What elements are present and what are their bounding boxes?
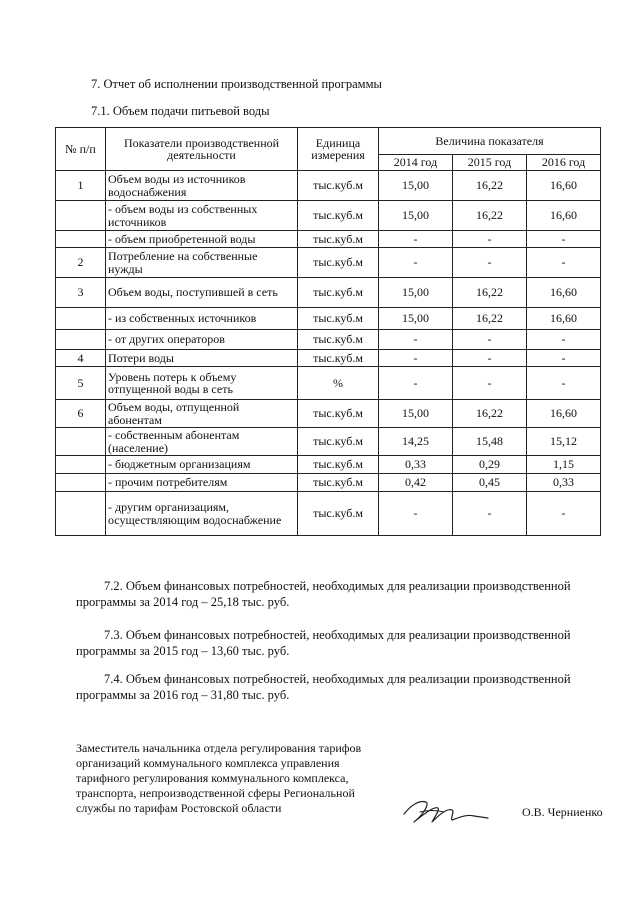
table-row [56, 350, 601, 367]
row-name: Уровень потерь к объему отпущенной воды в сеть [106, 367, 298, 400]
row-value-2014: - [379, 248, 453, 278]
row-unit: тыс.куб.м [298, 231, 379, 248]
table-row [56, 201, 601, 231]
row-value-2015: - [453, 350, 527, 367]
row-value-2015: 15,48 [453, 428, 527, 456]
row-name: - собственным абонентам (население) [106, 428, 298, 456]
row-value-2016: - [527, 231, 601, 248]
row-no: 5 [56, 367, 106, 400]
row-value-2016: - [527, 248, 601, 278]
row-value-2016: 1,15 [527, 456, 601, 474]
table-row [56, 428, 601, 456]
table-row [56, 171, 601, 201]
row-unit: тыс.куб.м [298, 330, 379, 350]
row-value-2014: - [379, 231, 453, 248]
header-year-2016: 2016 год [527, 155, 601, 171]
row-name: Объем воды из источников водоснабжения [106, 171, 298, 201]
row-value-2014: 15,00 [379, 278, 453, 308]
row-value-2016: - [527, 330, 601, 350]
table-row [56, 278, 601, 308]
row-unit: тыс.куб.м [298, 278, 379, 308]
row-unit: тыс.куб.м [298, 474, 379, 492]
paragraph-line: 7.3. Объем финансовых потребностей, необходимых для реализации производственной [104, 628, 571, 642]
section-title: 7. Отчет об исполнении производственной программы [91, 77, 382, 91]
row-value-2015: 0,29 [453, 456, 527, 474]
row-name: Объем воды, отпущенной абонентам [106, 400, 298, 428]
header-value-group: Величина показателя [379, 128, 601, 155]
signatory-line: организаций коммунального комплекса управления [76, 756, 340, 770]
row-name: - из собственных источников [106, 308, 298, 330]
row-no: 1 [56, 171, 106, 201]
subsection-title: 7.1. Объем подачи питьевой воды [91, 104, 270, 118]
row-value-2014: - [379, 367, 453, 400]
row-unit: тыс.куб.м [298, 350, 379, 367]
paragraph-7-4 [76, 671, 598, 703]
row-value-2014: - [379, 492, 453, 536]
signatory-line: транспорта, непроизводственной сферы Региональной [76, 786, 355, 800]
row-no: 3 [56, 278, 106, 308]
table-row [56, 231, 601, 248]
row-name: Потери воды [106, 350, 298, 367]
row-no: 4 [56, 350, 106, 367]
paragraph-line: программы за 2014 год – 25,18 тыс. руб. [76, 595, 290, 609]
signatory-line: Заместитель начальника отдела регулирования тарифов [76, 741, 362, 755]
row-value-2015: - [453, 248, 527, 278]
row-no [56, 201, 106, 231]
row-name: - объем воды из собственных источников [106, 201, 298, 231]
row-value-2016: 16,60 [527, 171, 601, 201]
row-value-2014: 15,00 [379, 400, 453, 428]
paragraph-7-3 [76, 627, 598, 659]
table-row [56, 400, 601, 428]
row-unit: тыс.куб.м [298, 308, 379, 330]
row-value-2016: - [527, 492, 601, 536]
row-value-2014: 15,00 [379, 308, 453, 330]
paragraph-line: 7.2. Объем финансовых потребностей, необходимых для реализации производственной [104, 579, 571, 593]
row-value-2016: 0,33 [527, 474, 601, 492]
table-row [56, 367, 601, 400]
row-no [56, 308, 106, 330]
row-name: - бюджетным организациям [106, 456, 298, 474]
row-unit: тыс.куб.м [298, 201, 379, 231]
table-row [56, 474, 601, 492]
header-year-2015: 2015 год [453, 155, 527, 171]
row-value-2015: 0,45 [453, 474, 527, 492]
row-no [56, 231, 106, 248]
water-supply-table [55, 127, 601, 536]
row-value-2014: 15,00 [379, 201, 453, 231]
table-row [56, 330, 601, 350]
row-value-2016: 16,60 [527, 278, 601, 308]
row-value-2014: - [379, 330, 453, 350]
row-value-2016: 15,12 [527, 428, 601, 456]
row-value-2015: 16,22 [453, 201, 527, 231]
row-no [56, 330, 106, 350]
row-no: 6 [56, 400, 106, 428]
signatory-line: тарифного регулирования коммунального комплекса, [76, 771, 349, 785]
row-no [56, 428, 106, 456]
signatory-name: О.В. Черниенко [522, 805, 603, 819]
row-value-2015: - [453, 231, 527, 248]
signatory-line: службы по тарифам Ростовской области [76, 801, 282, 815]
row-value-2014: 15,00 [379, 171, 453, 201]
row-value-2015: - [453, 492, 527, 536]
row-unit: тыс.куб.м [298, 400, 379, 428]
row-value-2016: 16,60 [527, 201, 601, 231]
row-value-2014: 0,33 [379, 456, 453, 474]
table-row [56, 308, 601, 330]
row-name: - от других операторов [106, 330, 298, 350]
header-no: № п/п [56, 128, 106, 171]
row-unit: % [298, 367, 379, 400]
row-value-2016: - [527, 367, 601, 400]
row-unit: тыс.куб.м [298, 428, 379, 456]
row-unit: тыс.куб.м [298, 492, 379, 536]
table-row [56, 456, 601, 474]
row-name: - объем приобретенной воды [106, 231, 298, 248]
table-row [56, 248, 601, 278]
row-value-2014: 14,25 [379, 428, 453, 456]
row-name: - прочим потребителям [106, 474, 298, 492]
signatory-title [76, 741, 396, 816]
paragraph-7-2 [76, 578, 598, 610]
row-value-2015: - [453, 367, 527, 400]
row-value-2014: - [379, 350, 453, 367]
table-row [56, 492, 601, 536]
row-value-2015: 16,22 [453, 308, 527, 330]
row-unit: тыс.куб.м [298, 456, 379, 474]
row-unit: тыс.куб.м [298, 171, 379, 201]
handwritten-signature [400, 792, 492, 832]
row-unit: тыс.куб.м [298, 248, 379, 278]
row-value-2016: 16,60 [527, 308, 601, 330]
header-indicator: Показатели производственной деятельности [106, 128, 298, 171]
row-no: 2 [56, 248, 106, 278]
row-name: - другим организациям, осуществляющим водоснабжение [106, 492, 298, 536]
header-unit: Единица измерения [298, 128, 379, 171]
row-value-2015: 16,22 [453, 278, 527, 308]
row-value-2015: 16,22 [453, 171, 527, 201]
paragraph-line: программы за 2016 год – 31,80 тыс. руб. [76, 688, 290, 702]
header-year-2014: 2014 год [379, 155, 453, 171]
row-value-2016: - [527, 350, 601, 367]
row-no [56, 474, 106, 492]
row-value-2015: 16,22 [453, 400, 527, 428]
paragraph-line: программы за 2015 год – 13,60 тыс. руб. [76, 644, 290, 658]
row-value-2015: - [453, 330, 527, 350]
row-value-2014: 0,42 [379, 474, 453, 492]
row-name: Потребление на собственные нужды [106, 248, 298, 278]
paragraph-line: 7.4. Объем финансовых потребностей, необходимых для реализации производственной [104, 672, 571, 686]
row-no [56, 492, 106, 536]
row-name: Объем воды, поступившей в сеть [106, 278, 298, 308]
row-no [56, 456, 106, 474]
row-value-2016: 16,60 [527, 400, 601, 428]
